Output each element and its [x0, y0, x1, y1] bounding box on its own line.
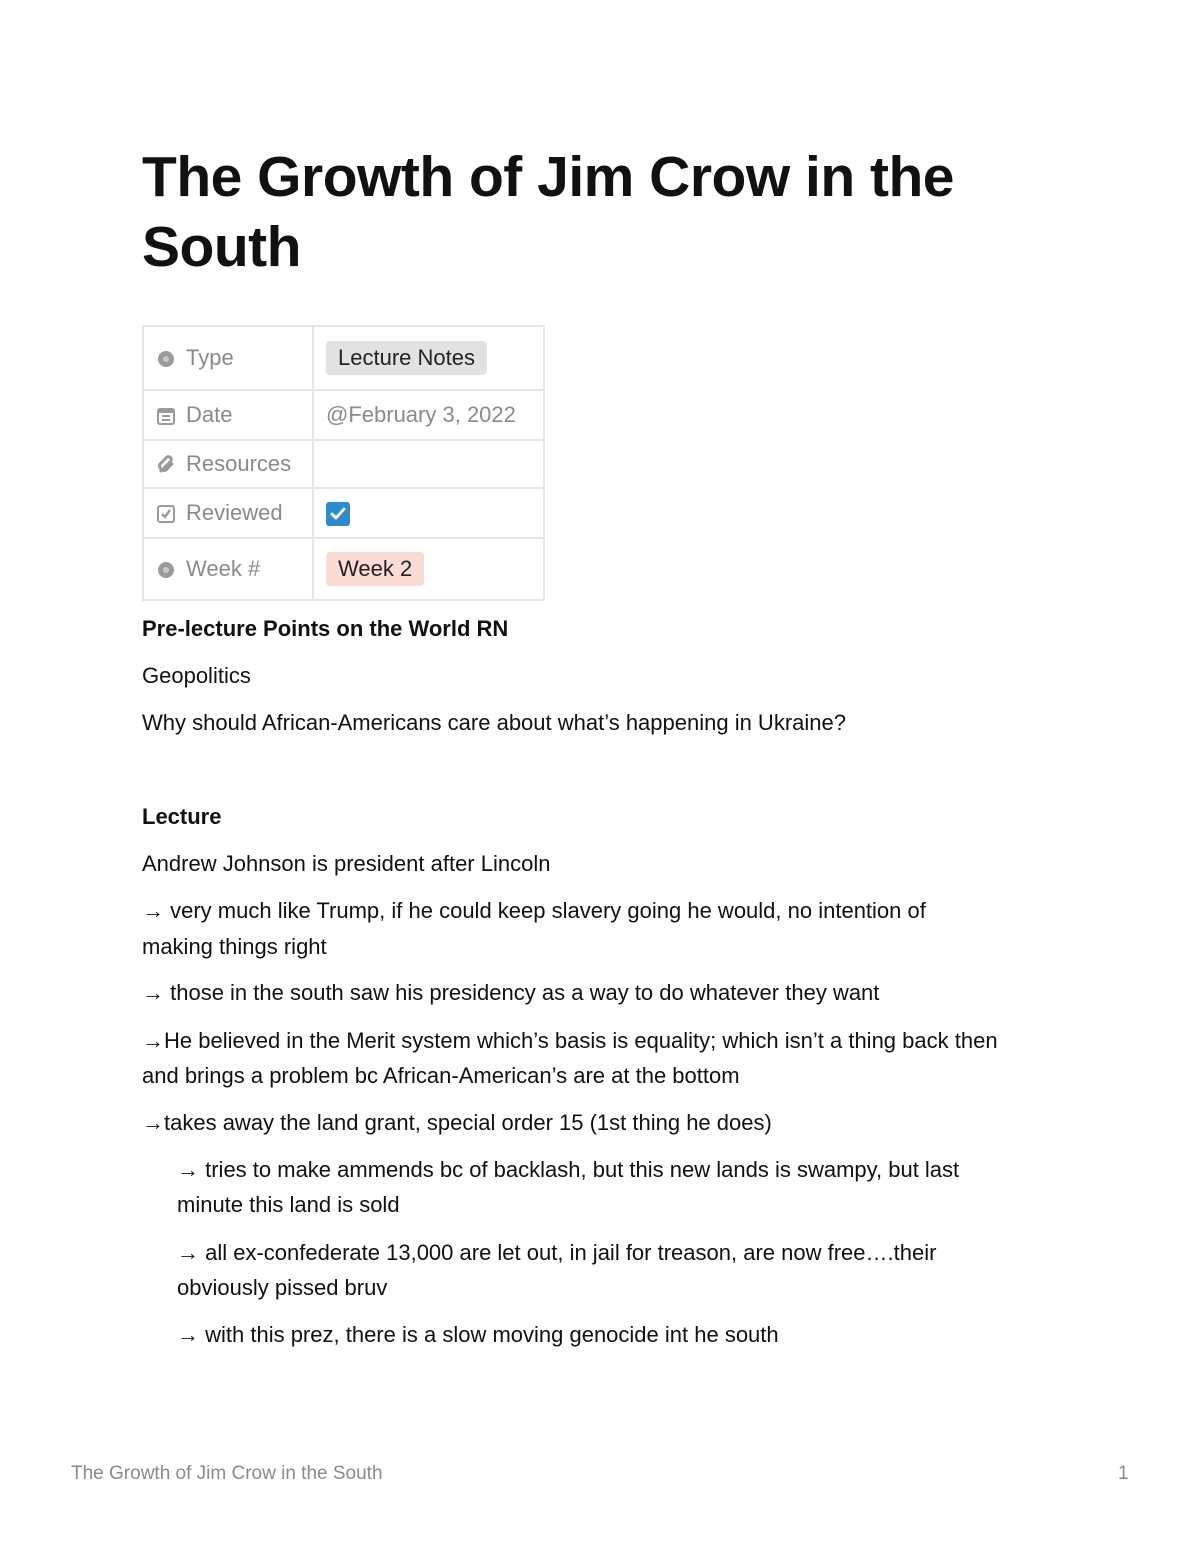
calendar-icon: [156, 405, 176, 425]
circle-bullet-icon: [156, 559, 176, 579]
type-tag[interactable]: Lecture Notes: [326, 341, 487, 375]
property-key-reviewed: Reviewed: [186, 500, 283, 525]
page-number: 1: [1118, 1463, 1129, 1484]
properties-table: [142, 325, 545, 601]
paragraph: →takes away the land grant, special order 15 (1st thing he does): [142, 1110, 772, 1135]
paragraph: →He believed in the Merit system which’s basis is equality; which isn’t a thing back then: [142, 1028, 998, 1053]
paragraph: → very much like Trump, if he could keep slavery going he would, no intention of: [142, 898, 926, 923]
property-key-resources: Resources: [186, 451, 292, 476]
paragraph: Andrew Johnson is president after Lincoln: [142, 851, 551, 876]
title-line-2: South: [142, 215, 301, 279]
property-row-reviewed: [143, 488, 544, 538]
property-row-resources: [143, 440, 544, 488]
prelecture-heading: Pre-lecture Points on the World RN: [142, 616, 509, 641]
indented-paragraph: → with this prez, there is a slow moving genocide int he south: [177, 1322, 779, 1347]
date-value[interactable]: @February 3, 2022: [326, 402, 516, 427]
week-tag[interactable]: Week 2: [326, 552, 424, 586]
paragraph: and brings a problem bc African-American’s are at the bottom: [142, 1063, 740, 1088]
reviewed-checkbox[interactable]: [326, 502, 350, 526]
lecture-heading: Lecture: [142, 804, 222, 829]
title-line-1: The Growth of Jim Crow in the: [142, 145, 954, 209]
circle-bullet-icon: [156, 348, 176, 368]
indented-paragraph: → tries to make ammends bc of backlash, but this new lands is swampy, but last: [177, 1157, 960, 1182]
property-row-week: [143, 538, 544, 600]
checkmark-icon: [329, 505, 347, 523]
paragraph: → those in the south saw his presidency as a way to do whatever they want: [142, 980, 880, 1005]
checkbox-icon: [156, 503, 176, 523]
indented-paragraph: minute this land is sold: [177, 1192, 400, 1217]
page-title: [142, 142, 1042, 282]
paragraph: making things right: [142, 934, 327, 959]
paragraph: Geopolitics: [142, 663, 251, 688]
indented-paragraph: → all ex-confederate 13,000 are let out, in jail for treason, are now free….their: [177, 1240, 937, 1265]
indented-paragraph: obviously pissed bruv: [177, 1275, 388, 1300]
paragraph: Why should African-Americans care about what’s happening in Ukraine?: [142, 710, 846, 735]
property-row-date: [143, 390, 544, 440]
property-key-week: Week #: [186, 556, 261, 581]
property-key-type: Type: [186, 345, 234, 370]
property-key-date: Date: [186, 402, 233, 427]
property-row-type: [143, 326, 544, 390]
paperclip-icon: [156, 454, 176, 474]
footer-title: The Growth of Jim Crow in the South: [71, 1463, 383, 1484]
